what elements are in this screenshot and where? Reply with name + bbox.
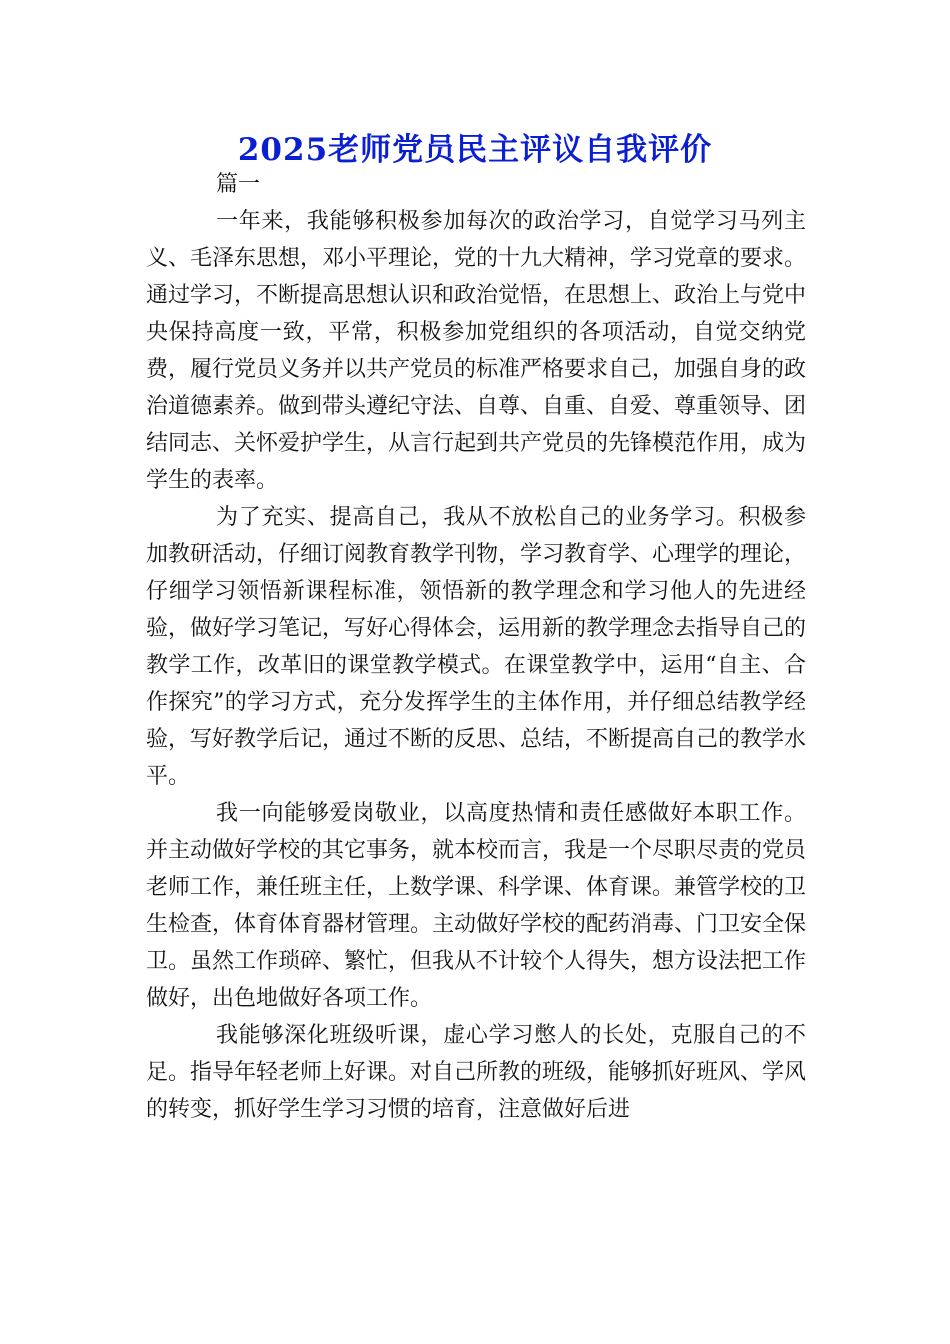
document-body: [146, 166, 806, 1128]
paragraph-4: 我能够深化班级听课，虚心学习憋人的长处，克服自己的不足。指导年轻老师上好课。对自己所教的班级，能够抓好班风、学风的转变，抓好学生学习习惯的培育，注意做好后进: [146, 1023, 807, 1122]
document-title: 2025老师党员民主评议自我评价: [237, 132, 713, 168]
section-label: 篇一: [216, 172, 261, 197]
paragraph-1: 一年来，我能够积极参加每次的政治学习，自觉学习马列主义、毛泽东思想，邓小平理论，党的十九大精神，学习党章的要求。通过学习，不断提高思想认识和政治觉悟，在思想上、政治上与党中央保持高度一致，平常，积极参加党组织的各项活动，自觉交纳党费，履行党员义务并以共产党员的标准严格要求自己，加强自身的政治道德素养。做到带头遵纪守法、自尊、自重、自爱、尊重领导、团结同志、关怀爱护学生，从言行起到共产党员的先锋模范作用，成为学生的表率。: [146, 209, 807, 493]
paragraph-3: 我一向能够爱岗敬业，以高度热情和责任感做好本职工作。并主动做好学校的其它事务，就本校而言，我是一个尽职尽责的党员老师工作，兼任班主任，上数学课、科学课、体育课。兼管学校的卫生检查，体育体育器材管理。主动做好学校的配药消毒、门卫安全保卫。虽然工作琐碎、繁忙，但我从不计较个人得失，想方设法把工作做好，出色地做好各项工作。: [146, 801, 807, 1011]
paragraph-2: 为了充实、提高自己，我从不放松自己的业务学习。积极参加教研活动，仔细订阅教育教学刊物，学习教育学、心理学的理论，仔细学习领悟新课程标准，领悟新的教学理念和学习他人的先进经验，做好学习笔记，写好心得体会，运用新的教学理念去指导自己的教学工作，改革旧的课堂教学模式。在课堂教学中，运用“自主、合作探究”的学习方式，充分发挥学生的主体作用，并仔细总结教学经验，写好教学后记，通过不断的反思、总结，不断提高自己的教学水平。: [146, 505, 807, 789]
